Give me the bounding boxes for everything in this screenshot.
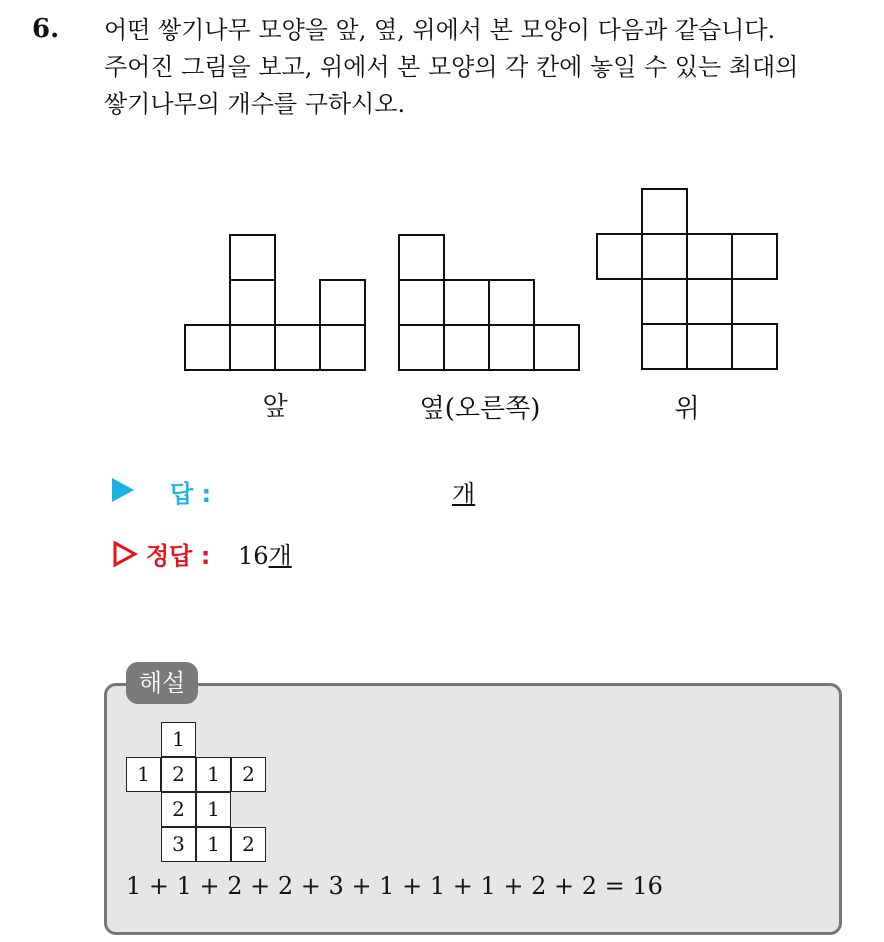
front-cell — [275, 325, 320, 370]
top-cell — [732, 234, 777, 279]
answer-unit: 개 — [452, 480, 476, 508]
question-line-2: 주어진 그림을 보고, 위에서 본 모양의 각 칸에 놓일 수 있는 최대의 — [104, 53, 799, 81]
correct-unit: 개 — [268, 542, 292, 570]
answer-label: 답 : — [170, 480, 212, 508]
grid-cell: 2 — [161, 757, 196, 792]
side-view-figure — [394, 230, 586, 376]
grid-cell: 3 — [161, 827, 196, 862]
top-caption: 위 — [674, 394, 700, 424]
top-cell — [642, 279, 687, 324]
grid-cell: 2 — [231, 827, 266, 862]
correct-marker-icon — [112, 540, 138, 568]
explanation-tag: 해설 — [126, 662, 198, 704]
side-cell — [444, 280, 489, 325]
correct-label: 정답 : — [146, 542, 211, 570]
grid-cell: 2 — [161, 792, 196, 827]
top-cell — [732, 324, 777, 369]
side-cell — [444, 325, 489, 370]
front-cell — [185, 325, 230, 370]
side-cell — [399, 325, 444, 370]
grid-cell: 1 — [196, 792, 231, 827]
front-view-figure — [180, 230, 372, 376]
grid-cell: 1 — [196, 757, 231, 792]
top-cell — [642, 234, 687, 279]
top-cell — [597, 234, 642, 279]
top-cell — [687, 279, 732, 324]
top-cell — [687, 324, 732, 369]
top-cell — [687, 234, 732, 279]
grid-cell: 1 — [196, 827, 231, 862]
grid-cell: 1 — [161, 722, 196, 757]
front-cell — [230, 235, 275, 280]
question-text — [104, 12, 874, 123]
side-cell — [399, 280, 444, 325]
front-cell — [230, 280, 275, 325]
explanation-grid — [126, 722, 266, 862]
question-line-1: 어떤 쌓기나무 모양을 앞, 옆, 위에서 본 모양이 다음과 같습니다. — [104, 16, 776, 44]
front-caption: 앞 — [262, 392, 288, 422]
top-cell — [642, 189, 687, 234]
question-line-3: 쌓기나무의 개수를 구하시오. — [104, 90, 406, 118]
front-cell — [320, 325, 365, 370]
side-cell — [489, 325, 534, 370]
top-cell — [642, 324, 687, 369]
question-number: 6. — [32, 14, 60, 44]
explanation-equation: 1 + 1 + 2 + 2 + 3 + 1 + 1 + 1 + 2 + 2 = 16 — [126, 872, 663, 900]
grid-cell: 1 — [126, 757, 161, 792]
correct-answer — [238, 536, 292, 571]
answer-marker-icon — [112, 478, 134, 502]
front-cell — [320, 280, 365, 325]
top-view-figure — [592, 184, 784, 376]
correct-value: 16 — [238, 542, 269, 570]
side-cell — [399, 235, 444, 280]
side-cell — [489, 280, 534, 325]
front-cell — [230, 325, 275, 370]
side-cell — [534, 325, 579, 370]
grid-cell: 2 — [231, 757, 266, 792]
side-caption: 옆(오른쪽) — [419, 394, 541, 424]
